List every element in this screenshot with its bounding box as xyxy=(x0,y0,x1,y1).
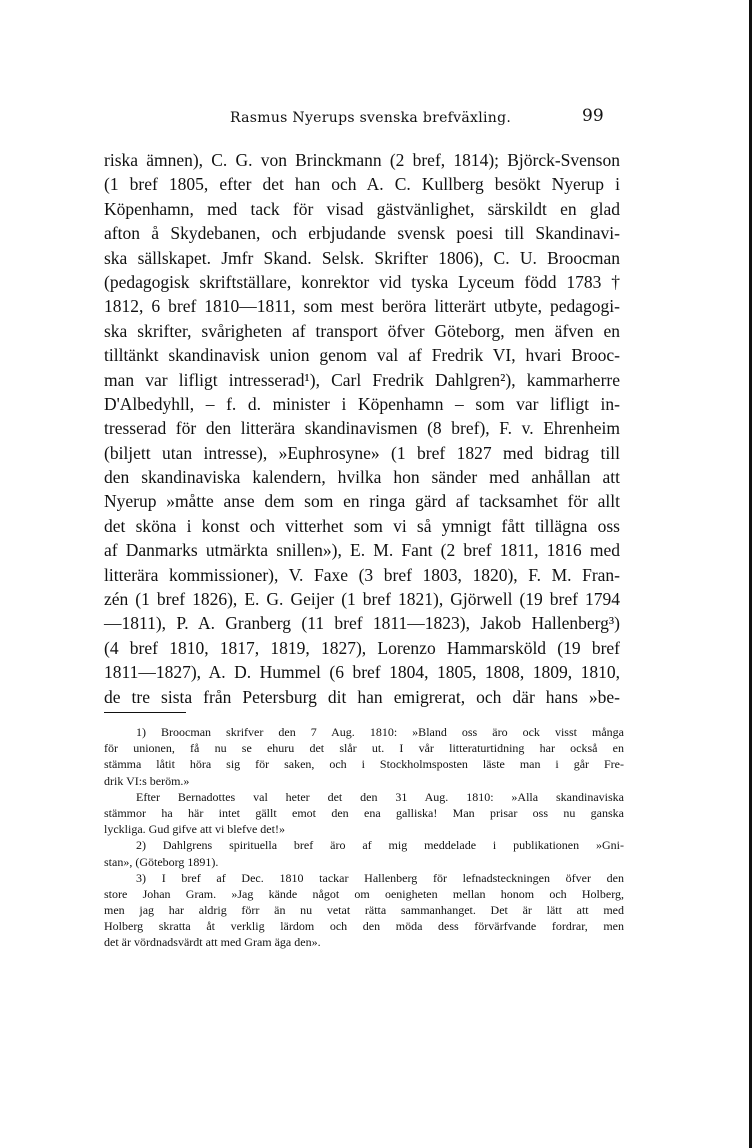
text-line: afton å Skydebanen, och erbjudande svensk poesi till Skandinavi- xyxy=(104,223,620,244)
footnote-line: det är vördnadsvärdt att med Gram äga den». xyxy=(104,935,321,950)
text-line: tilltänkt skandinavisk union genom val af Fredrik VI, hvari Brooc- xyxy=(104,345,620,366)
footnote-line: stämma låtit höra sig för saken, och i Stockholmsposten läste man i går Fre- xyxy=(104,757,624,772)
text-line: de tre sista från Petersburg dit han emigrerat, och där hans »be- xyxy=(104,686,620,707)
text-line: det sköna i konst och vitterhet som vi så ymnigt fått tillägna oss xyxy=(104,515,620,536)
text-line: (1 bref 1805, efter det han och A. C. Kullberg besökt Nyerup i xyxy=(104,174,620,195)
text-line: tresserad för den litterära skandinavismen (8 bref), F. v. Ehrenheim xyxy=(104,418,620,439)
footnote-3: 3) I bref af Dec. 1810 tackar Hallenberg för lefnadsteckningen öfver den xyxy=(136,870,624,885)
running-title: Rasmus Nyerups svenska brefväxling. xyxy=(230,110,512,126)
text-line: riska ämnen), C. G. von Brinckmann (2 bref, 1814); Björck-Svenson xyxy=(104,150,620,170)
text-line: —1811), P. A. Granberg (11 bref 1811—1823), Jakob Hallenberg³) xyxy=(104,613,620,634)
main-text xyxy=(104,148,620,709)
footnote-2: 2) Dahlgrens spirituella bref äro af mig meddelade i publikationen »Gni- xyxy=(136,838,624,853)
text-line: D'Albedyhll, – f. d. minister i Köpenhamn – som var lifligt in- xyxy=(104,393,620,414)
footnote-divider xyxy=(104,712,186,713)
text-line: ska sällskapet. Jmfr Skand. Selsk. Skrifter 1806), C. U. Broocman xyxy=(104,247,620,268)
text-line: den skandinaviska kalendern, hvilka hon sänder med anhållan att xyxy=(104,467,620,488)
footnote-1: 1) Broocman skrifver den 7 Aug. 1810: »Bland oss äro ock visst många xyxy=(136,725,624,739)
text-line: (4 bref 1810, 1817, 1819, 1827), Lorenzo Hammarsköld (19 bref xyxy=(104,637,620,658)
text-line: Nyerup »måtte anse dem som en ringa gärd af tacksamhet för allt xyxy=(104,491,620,512)
text-line: 1812, 6 bref 1810—1811, som mest beröra litterärt utbyte, pedagogi- xyxy=(104,296,620,317)
footnote-line: store Johan Gram. »Jag kände något om oenigheten mellan honom och Holberg, xyxy=(104,886,624,901)
page-number: 99 xyxy=(582,106,604,126)
text-line: litterära kommissioner), V. Faxe (3 bref 1803, 1820), F. M. Fran- xyxy=(104,564,620,585)
text-line: af Danmarks utmärkta snillen»), E. M. Fant (2 bref 1811, 1816 med xyxy=(104,540,620,561)
text-line: (biljett utan intresse), »Euphrosyne» (1 bref 1827 med bidrag till xyxy=(104,442,620,463)
footnote-line: lyckliga. Gud gifve att vi blefve det!» xyxy=(104,822,285,837)
text-line: (pedagogisk skriftställare, konrektor vid tyska Lyceum född 1783 † xyxy=(104,271,620,292)
text-line: 1811—1827), A. D. Hummel (6 bref 1804, 1805, 1808, 1809, 1810, xyxy=(104,662,620,683)
footnotes xyxy=(104,724,624,951)
text-line: man var lifligt intresserad¹), Carl Fredrik Dahlgren²), kammarherre xyxy=(104,369,620,390)
footnote-line: stan», (Göteborg 1891). xyxy=(104,854,219,869)
footnote-line: drik VI:s beröm.» xyxy=(104,773,190,788)
text-line: zén (1 bref 1826), E. G. Geijer (1 bref 1821), Gjörwell (19 bref 1794 xyxy=(104,589,620,610)
footnote-line: Holberg skratta åt verklig lärdom och den möda dess förvärfvande fordrar, men xyxy=(104,919,624,934)
footnote-line: men jag har aldrig förr än nu vetat rätta sammanhanget. Det är lätt att med xyxy=(104,903,624,918)
text-line: ska skrifter, svårigheten af transport öfver Göteborg, men äfven en xyxy=(104,320,620,341)
footnote-line: stämmor ha här intet gällt emot den ena galliska! Man prisar oss nu ganska xyxy=(104,805,624,820)
footnote-1-continued: Efter Bernadottes val heter det den 31 Aug. 1810: »Alla skandinaviska xyxy=(136,789,624,804)
text-line: Köpenhamn, med tack för visad gästvänlighet, särskildt en glad xyxy=(104,198,620,219)
footnote-line: för unionen, få nu se ehuru det slår ut. I vår litteraturtidning har också en xyxy=(104,741,624,756)
